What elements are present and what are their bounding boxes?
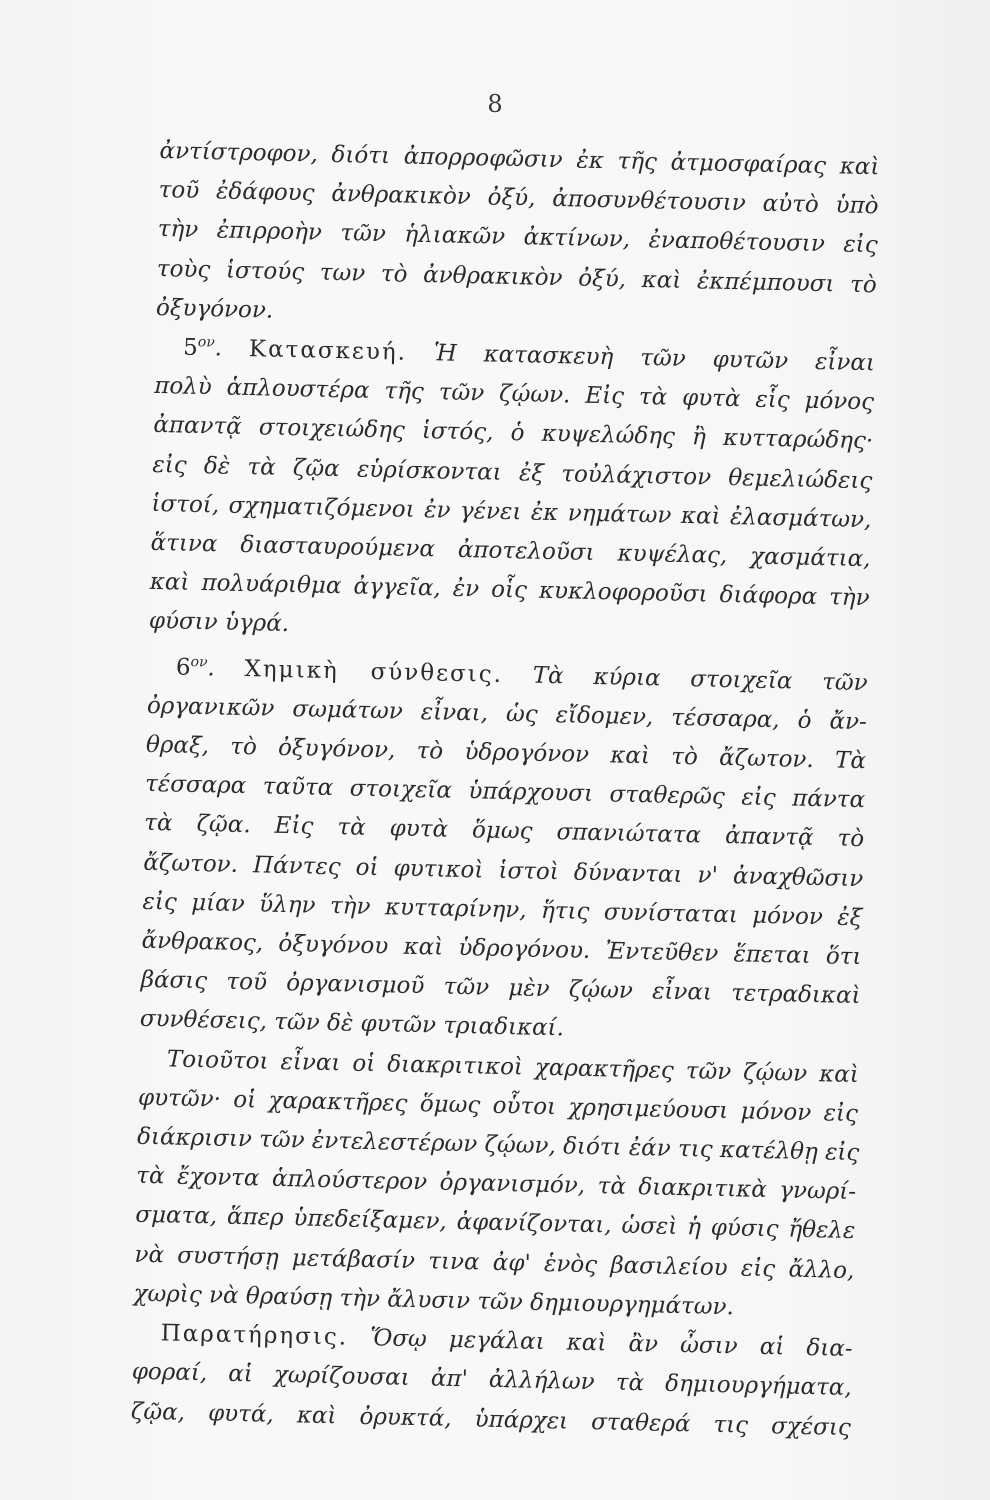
text-line: $5^{o\nu}$. Κατασκευή. Ἡ κατασκευὴ τῶν φυτῶν εἶναι bbox=[182, 334, 876, 377]
paragraph-observation bbox=[131, 1314, 853, 1448]
page-number: 8 bbox=[487, 90, 503, 118]
section-heading: Παρατήρησις. bbox=[160, 1320, 349, 1351]
text-line: τέσσαρα ταῦτα στοιχεῖα ὑπάρχουσι σταθερῶς εἰς πάντα bbox=[144, 771, 866, 814]
text-line: ἀπαντᾷ στοιχειώδης ἱστός, ὁ κυψελώδης ἢ κυτταρώδης· bbox=[153, 412, 874, 455]
text-line: θραξ, τὸ ὀξυγόνον, τὸ ὑδρογόνον καὶ τὸ ἄζωτον. Τὰ bbox=[145, 731, 867, 775]
section-number: 5 bbox=[182, 334, 199, 361]
paragraph-4 bbox=[133, 1039, 859, 1330]
text-line: φοραί, αἱ χωρίζουσαι ἀπ' ἀλλήλων τὰ δημιουργήματα, bbox=[131, 1358, 852, 1402]
text-line: συνθέσεις, τῶν δὲ φυτῶν τριαδικαί. bbox=[139, 1006, 565, 1042]
text-line: ὀξυγόνον. bbox=[155, 294, 274, 324]
body-text bbox=[131, 132, 880, 1448]
text-line: ἄνθρακος, ὀξυγόνου καὶ ὑδρογόνου. Ἐντεῦθεν ἕπεται ὅτι bbox=[141, 927, 862, 971]
text-line-content: Ὅσῳ μεγάλαι καὶ ἂν ὦσιν αἱ δια- bbox=[369, 1325, 853, 1363]
section-number-sup: ον bbox=[190, 653, 208, 671]
text-line: ζῷα, φυτά, καὶ ὀρυκτά, ὑπάρχει σταθερά τις σχέσις bbox=[130, 1398, 852, 1441]
section-number: 6 bbox=[175, 654, 191, 681]
text-line: φυτῶν· οἱ χαρακτῆρες ὅμως οὗτοι χρησιμεύουσι μόνον εἰς bbox=[137, 1084, 859, 1127]
text-line: Τοιοῦτοι εἶναι οἱ διακριτικοὶ χαρακτῆρες τῶν ζῴων καὶ bbox=[166, 1046, 860, 1088]
section-number-sup: ον bbox=[197, 334, 216, 351]
text-line-content: Ἡ κατασκευὴ τῶν φυτῶν εἶναι bbox=[433, 340, 876, 377]
text-line: πολὺ ἁπλουστέρα τῆς τῶν ζῴων. Εἰς τὰ φυτὰ εἷς μόνος bbox=[153, 373, 875, 416]
text-line: $6^{o\nu}$. Χημικὴ σύνθεσις. Τὰ κύρια στοιχεῖα τῶν bbox=[175, 653, 868, 696]
paragraph-1 bbox=[156, 132, 880, 344]
text-line: ἄζωτον. Πάντες οἱ φυτικοὶ ἱστοὶ δύνανται ν' ἀναχθῶσιν bbox=[143, 849, 864, 892]
text-line-content: Τὰ κύρια στοιχεῖα τῶν bbox=[532, 662, 868, 696]
section-heading: Χημικὴ σύνθεσις. bbox=[244, 655, 504, 688]
text-line: ἀντίστροφον, διότι ἀπορροφῶσιν ἐκ τῆς ἀτμοσφαίρας καὶ bbox=[159, 137, 880, 181]
text-line: τὴν ἐπιρροὴν τῶν ἡλιακῶν ἀκτίνων, ἐναποθέτουσιν εἰς bbox=[157, 216, 878, 259]
text-line: τὰ ζῷα. Εἰς τὰ φυτὰ ὅμως σπανιώτατα ἀπαντᾷ τὸ bbox=[144, 810, 865, 853]
text-line: βάσις τοῦ ὀργανισμοῦ τῶν μὲν ζῴων εἶναι τετραδικαὶ bbox=[140, 967, 861, 1010]
text-line: εἰς δὲ τὰ ζῷα εὑρίσκονται ἐξ τοὐλάχιστον θεμελιώδεις bbox=[152, 451, 873, 494]
text-line: νὰ συστήσῃ μετάβασίν τινα ἀφ' ἑνὸς βασιλείου εἰς ἄλλο, bbox=[134, 1241, 855, 1284]
text-line: τὰ ἔχοντα ἁπλούστερον ὀργανισμόν, τὰ διακριτικὰ γνωρί- bbox=[136, 1163, 857, 1206]
text-line: τοῦ ἐδάφους ἀνθρακικὸν ὀξύ, ἀποσυνθέτουσιν αὐτὸ ὑπὸ bbox=[158, 177, 879, 220]
text-line: διάκρισιν τῶν ἐντελεστέρων ζῴων, διότι ἐάν τις κατέλθῃ εἰς bbox=[136, 1123, 860, 1167]
text-line: ὀργανικῶν σωμάτων εἶναι, ὡς εἴδομεν, τέσσαρα, ὁ ἄν- bbox=[146, 692, 868, 736]
section-heading: Κατασκευή. bbox=[248, 336, 408, 366]
paragraph-section-5 bbox=[148, 328, 875, 658]
text-line: εἰς μίαν ὕλην τὴν κυτταρίνην, ἥτις συνίσταται μόνον ἐξ bbox=[142, 888, 863, 931]
text-line: σματα, ἅπερ ὑπεδείξαμεν, ἀφανίζονται, ὡσεὶ ἡ φύσις ἤθελε bbox=[135, 1202, 856, 1245]
text-line: ἅτινα διασταυρούμενα ἀποτελοῦσι κυψέλας, χασμάτια, bbox=[150, 529, 871, 573]
text-line: καὶ πολυάριθμα ἀγγεῖα, ἐν οἷς κυκλοφοροῦσι διάφορα τὴν bbox=[149, 569, 870, 612]
text-line: ἱστοί, σχηματιζόμενοι ἐν γένει ἐκ νημάτων καὶ ἐλασμάτων, bbox=[151, 490, 872, 534]
text-line: τοὺς ἱστούς των τὸ ἀνθρακικὸν ὀξύ, καὶ ἐκπέμπουσι τὸ bbox=[156, 255, 878, 298]
text-line: χωρὶς νὰ θραύσῃ τὴν ἄλυσιν τῶν δημιουργημάτων. bbox=[133, 1280, 735, 1321]
text-line: φύσιν ὑγρά. bbox=[148, 608, 290, 638]
paragraph-section-6 bbox=[139, 648, 868, 1056]
